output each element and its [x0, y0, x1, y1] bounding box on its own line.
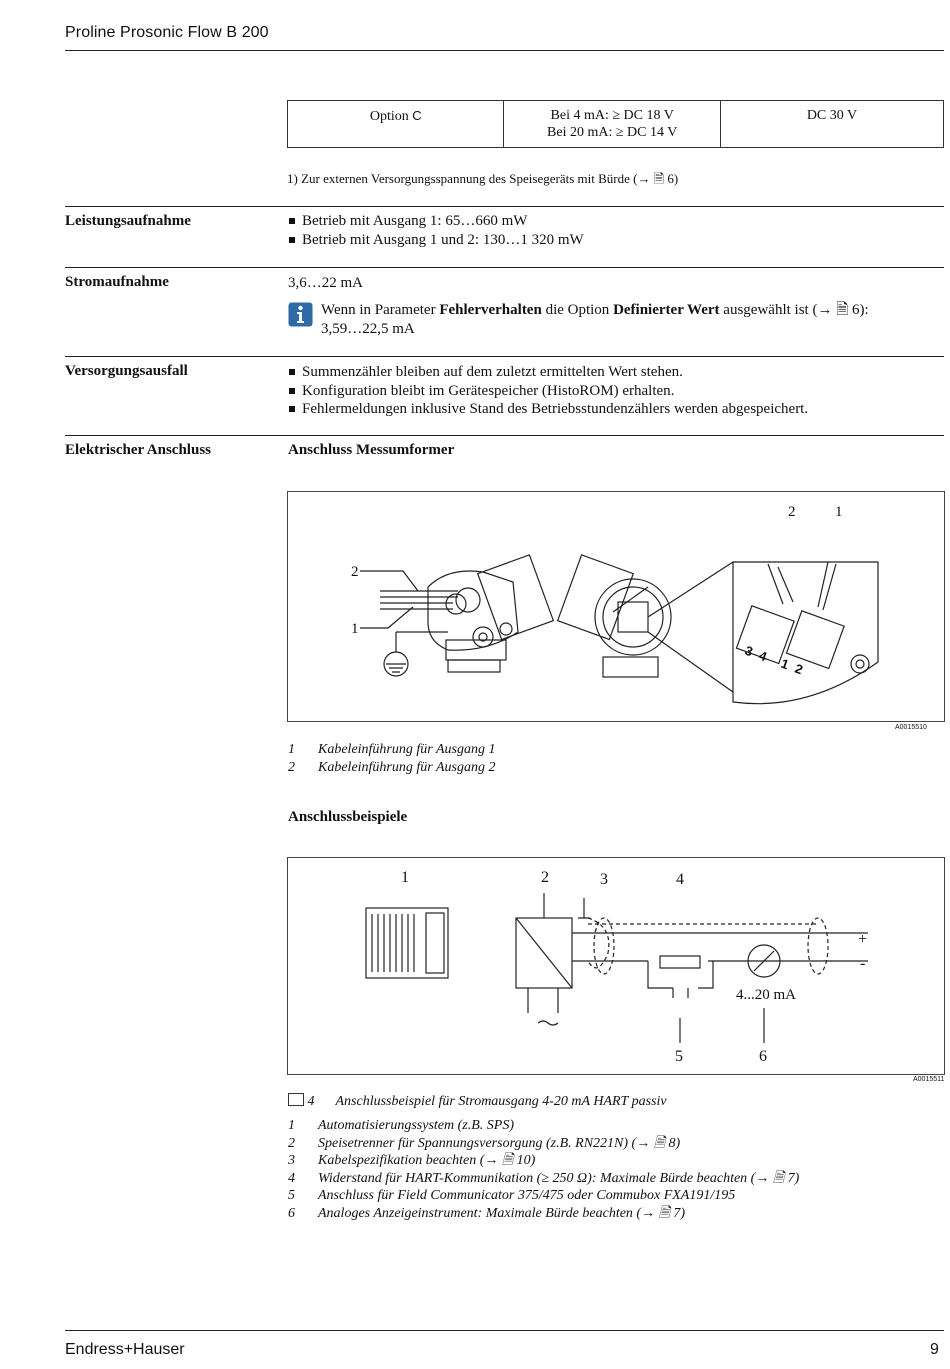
- legend-item: [288, 1205, 799, 1223]
- callout-label: 4: [676, 871, 684, 888]
- note-text: Wenn in Parameter: [321, 302, 440, 318]
- legend-number: 2: [288, 759, 295, 775]
- caption-number: 4: [307, 1094, 315, 1109]
- callout-label: 1: [401, 869, 409, 886]
- figure-icon: [288, 1093, 304, 1106]
- section-rule: [65, 435, 944, 436]
- legend-text: Anschluss für Field Communicator 375/475 oder Commubox FXA191/195: [318, 1188, 736, 1203]
- legend-connection-example: [288, 1117, 799, 1222]
- callout-label: 3: [600, 871, 608, 888]
- legend-item: [288, 1187, 799, 1205]
- legend-text: Speisetrenner für Spannungsversorgung (z.B. RN221N) (→ 🗎 8): [318, 1135, 681, 1151]
- list-item: Betrieb mit Ausgang 1 und 2: 130…1 320 mW: [288, 231, 584, 250]
- list-item: Fehlermeldungen inklusive Stand des Betriebsstundenzählers werden abgespeichert.: [288, 400, 808, 419]
- leistung-list: [288, 212, 584, 249]
- footer-rule: [65, 1330, 944, 1331]
- list-item: Summenzähler bleiben auf dem zuletzt ermittelten Wert stehen.: [288, 363, 808, 382]
- figure-code: A0015510: [895, 724, 927, 731]
- legend-number: 6: [288, 1205, 295, 1221]
- terminal-label: 3: [742, 642, 755, 660]
- section-rule: [65, 356, 944, 357]
- legend-number: 5: [288, 1188, 295, 1203]
- max-voltage-cell: DC 30 V: [720, 101, 943, 148]
- header-rule: [65, 50, 944, 51]
- footnote: 1) Zur externen Versorgungsspannung des Speisegeräts mit Bürde (→ 🗎 6): [287, 171, 679, 186]
- callout-label: 2: [788, 504, 796, 520]
- callout-label: 2: [541, 869, 549, 886]
- legend-number: 4: [288, 1170, 295, 1186]
- label-versorgungsausfall: Versorgungsausfall: [65, 363, 188, 379]
- option-table: [287, 100, 944, 148]
- legend-number: 3: [288, 1153, 295, 1168]
- legend-text: Analoges Anzeigeinstrument: Maximale Bürde beachten (→ 🗎 7): [318, 1205, 686, 1221]
- legend-item: [288, 1135, 799, 1153]
- label-stromaufnahme: Stromaufnahme: [65, 274, 169, 290]
- transmitter-drawing: [288, 492, 944, 721]
- section-rule: [65, 206, 944, 207]
- subheading-anschlussbeispiele: Anschlussbeispiele: [288, 809, 408, 825]
- option-letter: C: [412, 108, 422, 123]
- note-option: Definierter Wert: [613, 302, 720, 318]
- running-header: Proline Prosonic Flow B 200: [65, 24, 269, 41]
- voltage-line-1: Bei 4 mA: ≥ DC 18 V: [550, 108, 674, 123]
- label-leistungsaufnahme: Leistungsaufnahme: [65, 213, 191, 229]
- list-item: Betrieb mit Ausgang 1: 65…660 mW: [288, 212, 584, 231]
- callout-label: 5: [675, 1048, 683, 1065]
- note-value: 3,59…22,5 mA: [321, 320, 415, 337]
- callout-label: 2: [351, 564, 359, 580]
- minus-label: -: [860, 955, 866, 972]
- legend-number: 1: [288, 1118, 295, 1133]
- legend-item: [288, 1152, 799, 1170]
- voltage-line-2: Bei 20 mA: ≥ DC 14 V: [547, 125, 678, 140]
- plus-label: +: [858, 931, 868, 948]
- legend-item: [288, 759, 495, 777]
- legend-text: Kabeleinführung für Ausgang 1: [318, 742, 496, 757]
- callout-label: 1: [351, 621, 359, 637]
- voltage-cell: [504, 101, 720, 148]
- callout-label: 1: [835, 504, 843, 520]
- legend-item: [288, 1170, 799, 1188]
- note-text: ausgewählt ist (→ 🗎 6):: [719, 302, 869, 318]
- terminal-label: 4: [756, 647, 769, 665]
- list-item: Konfiguration bleibt im Gerätespeicher (HistoROM) erhalten.: [288, 382, 808, 401]
- legend-number: 2: [288, 1135, 295, 1151]
- option-cell: [288, 101, 504, 148]
- section-rule: [65, 267, 944, 268]
- caption-text: Anschlussbeispiel für Stromausgang 4-20 mA HART passiv: [335, 1094, 667, 1109]
- terminal-label: 1: [778, 655, 791, 673]
- footer-brand: Endress+Hauser: [65, 1341, 185, 1358]
- note-param: Fehlerverhalten: [439, 302, 542, 318]
- strom-value: 3,6…22 mA: [288, 275, 363, 291]
- legend-number: 1: [288, 742, 295, 757]
- figure-connection-example: [287, 857, 945, 1075]
- note-text: die Option: [541, 302, 614, 318]
- current-range-label: 4...20 mA: [736, 987, 796, 1003]
- terminal-label: 2: [792, 660, 805, 678]
- legend-item: [288, 1117, 799, 1135]
- legend-text: Automatisierungssystem (z.B. SPS): [318, 1118, 514, 1133]
- legend-text: Kabelspezifikation beachten (→ 🗎 10): [318, 1153, 536, 1168]
- option-prefix: Option: [369, 109, 413, 124]
- legend-item: [288, 741, 495, 759]
- info-icon: [288, 302, 313, 331]
- legend-transmitter: [288, 741, 495, 776]
- figure-code: A0015511: [913, 1076, 945, 1083]
- strom-note: [321, 301, 941, 338]
- figure-caption: [288, 1092, 667, 1111]
- legend-text: Widerstand für HART-Kommunikation (≥ 250 Ω): Maximale Bürde beachten (→ 🗎 7): [318, 1170, 800, 1186]
- subheading-anschluss-messumformer: Anschluss Messumformer: [288, 442, 455, 458]
- callout-label: 6: [759, 1048, 767, 1065]
- versorgung-list: [288, 363, 808, 419]
- figure-transmitter-connection: [287, 491, 945, 722]
- legend-text: Kabeleinführung für Ausgang 2: [318, 759, 496, 775]
- page-number: 9: [930, 1341, 939, 1358]
- label-elektrischer-anschluss: Elektrischer Anschluss: [65, 442, 211, 458]
- connection-example-drawing: [288, 858, 944, 1074]
